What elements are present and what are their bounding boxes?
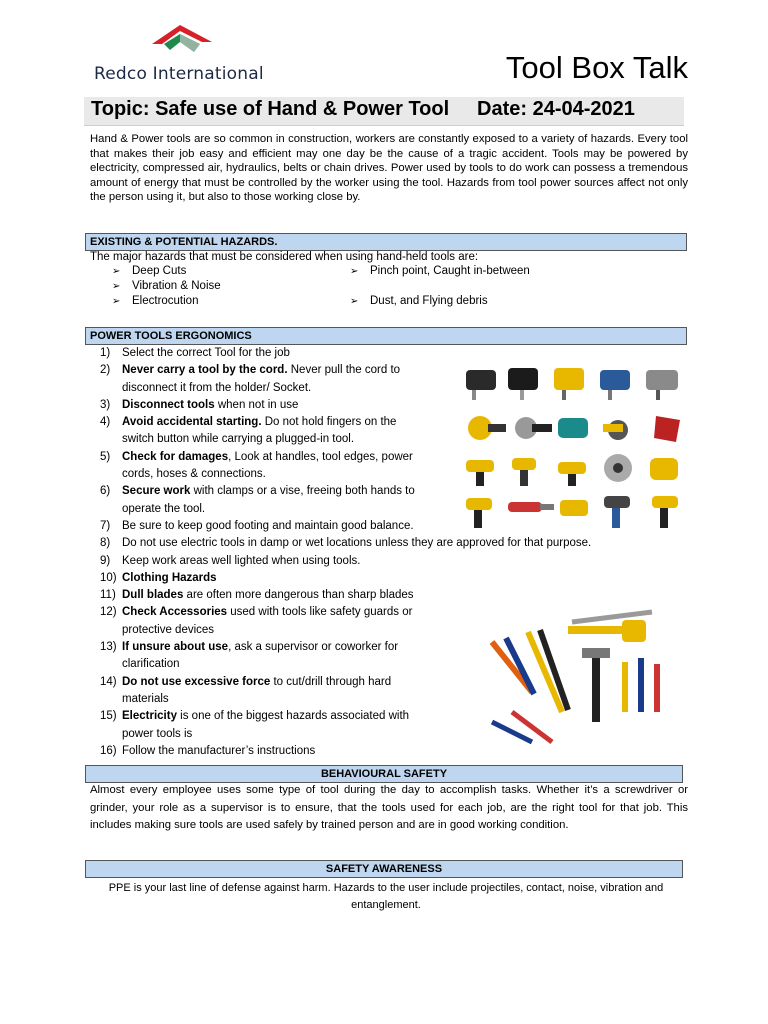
list-item: 1) Select the correct Tool for the job (100, 347, 290, 359)
behavioural-paragraph: Almost every employee uses some type of tool during the day to accomplish tasks. Whether it’s a screwdriver or grinder, your role as a supervisor is to ensure, that the tools used for each job, are the right tool for that job. This includes making sure tools are used safely by trained person and are in good working condition. (90, 784, 688, 831)
list-item: 2) Never carry a tool by the cord. Never pull the cord to (100, 364, 401, 377)
arrow-bullet-icon: ➢ (350, 266, 359, 277)
arrow-bullet-icon: ➢ (112, 266, 121, 277)
drill-icon (558, 462, 586, 486)
topic-date: Date: 24-04-2021 (477, 98, 635, 120)
drill-icon (604, 496, 630, 528)
document-title: Tool Box Talk (505, 50, 688, 85)
sander-icon (558, 418, 588, 438)
jigsaw-icon (554, 368, 584, 400)
pliers-icon (492, 638, 534, 694)
hammer-icon (582, 648, 610, 722)
list-item: 14) Do not use excessive force to cut/drill through hard (100, 675, 392, 688)
hazards-lead: The major hazards that must be considered when using hand-held tools are: (90, 251, 479, 263)
list-item: 12) Check Accessories used with tools like safety guards or (100, 606, 413, 619)
company-logo (92, 22, 292, 86)
saw-icon (560, 500, 588, 516)
list-item: 6) Secure work with clamps or a vise, freeing both hands to (100, 485, 415, 498)
list-item: 16) Follow the manufacturer’s instructions (100, 744, 316, 757)
list-item-continuation: switch button while carrying a plugged-in tool. (122, 433, 355, 446)
sander-icon (650, 458, 678, 480)
list-item: 3) Disconnect tools when not in use (100, 398, 299, 411)
drill-icon (466, 460, 494, 486)
list-item-continuation: cords, hoses & connections. (122, 468, 266, 481)
saw-icon (654, 416, 680, 442)
awareness-heading: SAFETY AWARENESS (85, 860, 683, 878)
cutter-icon (492, 712, 552, 742)
topic-bar (84, 97, 684, 126)
jigsaw-icon (646, 370, 678, 400)
list-item: 8) Do not use electric tools in damp or wet locations unless they are approved for that purpose. (100, 537, 592, 550)
list-item: 13) If unsure about use, ask a supervisor or coworker for (100, 641, 399, 654)
ergonomics-heading: POWER TOOLS ERGONOMICS (85, 327, 687, 345)
ergonomics-list (100, 345, 592, 760)
list-item: 4) Avoid accidental starting. Do not hold fingers on the (100, 416, 397, 429)
intro-paragraph: Hand & Power tools are so common in construction, workers are constantly exposed to a variety of hazards. Every tool that makes their job easy and efficient may one day be the cause of a tragic accident. Tools may be powered by electricity, compressed air, hydraulics, belts or chain drives. Power used by tools to do work can possess a tremendous amount of energy that must be controlled by the worker using the tool. Hazards from tool power sources affect not only the person using it, but also to those working close by. (90, 133, 688, 203)
hazard-item: ➢ Electrocution (112, 295, 199, 307)
grinder-icon (603, 420, 628, 440)
list-item-continuation: power tools is (122, 727, 193, 740)
topic-heading: Topic: Safe use of Hand & Power Tool (91, 98, 450, 120)
hazard-item: ➢ Deep Cuts (112, 265, 187, 277)
behavioural-heading: BEHAVIOURAL SAFETY (85, 765, 683, 783)
hazard-item: ➢ Pinch point, Caught in-between (350, 265, 530, 277)
list-item-continuation: operate the tool. (122, 502, 206, 515)
list-item: 5) Check for damages, Look at handles, tool edges, power (100, 450, 413, 463)
list-item: 15) Electricity is one of the biggest hazards associated with (100, 710, 410, 723)
grinder-icon (468, 416, 506, 440)
jigsaw-icon (600, 370, 630, 400)
logo-mark-icon (150, 22, 214, 56)
arrow-bullet-icon: ➢ (112, 281, 121, 292)
list-item: 10) Clothing Hazards (100, 571, 217, 584)
jigsaw-icon (466, 370, 496, 400)
power-tools-image (458, 358, 690, 536)
grinder-icon (515, 417, 552, 439)
circular-saw-icon (604, 454, 632, 482)
hand-tools-image (472, 602, 684, 748)
drill-icon (512, 458, 536, 486)
company-name: Redco International (94, 64, 264, 84)
arrow-bullet-icon: ➢ (350, 296, 359, 307)
chainsaw-icon (508, 502, 554, 512)
list-item: 11) Dull blades are often more dangerous than sharp blades (100, 589, 414, 602)
hazard-item: ➢ Dust, and Flying debris (350, 295, 488, 307)
drill-icon (652, 496, 678, 528)
arrow-bullet-icon: ➢ (112, 296, 121, 307)
awareness-paragraph: PPE is your last line of defense against harm. Hazards to the user include projectiles, contact, noise, vibration and entanglement. (108, 882, 664, 911)
hazard-item: ➢ Vibration & Noise (112, 280, 221, 292)
level-icon (568, 626, 628, 634)
list-item-continuation: clarification (122, 658, 180, 671)
list-item: 9) Keep work areas well lighted when using tools. (100, 554, 361, 567)
list-item-continuation: disconnect it from the holder/ Socket. (122, 381, 312, 394)
list-item-continuation: materials (122, 692, 169, 705)
jigsaw-icon (508, 368, 538, 400)
list-item: 7) Be sure to keep good footing and maintain good balance. (100, 519, 414, 532)
drill-icon (466, 498, 492, 528)
hazards-heading: EXISTING & POTENTIAL HAZARDS. (85, 233, 687, 251)
screwdriver-icon (622, 658, 660, 712)
pliers-icon (528, 630, 568, 712)
list-item-continuation: protective devices (122, 623, 215, 636)
